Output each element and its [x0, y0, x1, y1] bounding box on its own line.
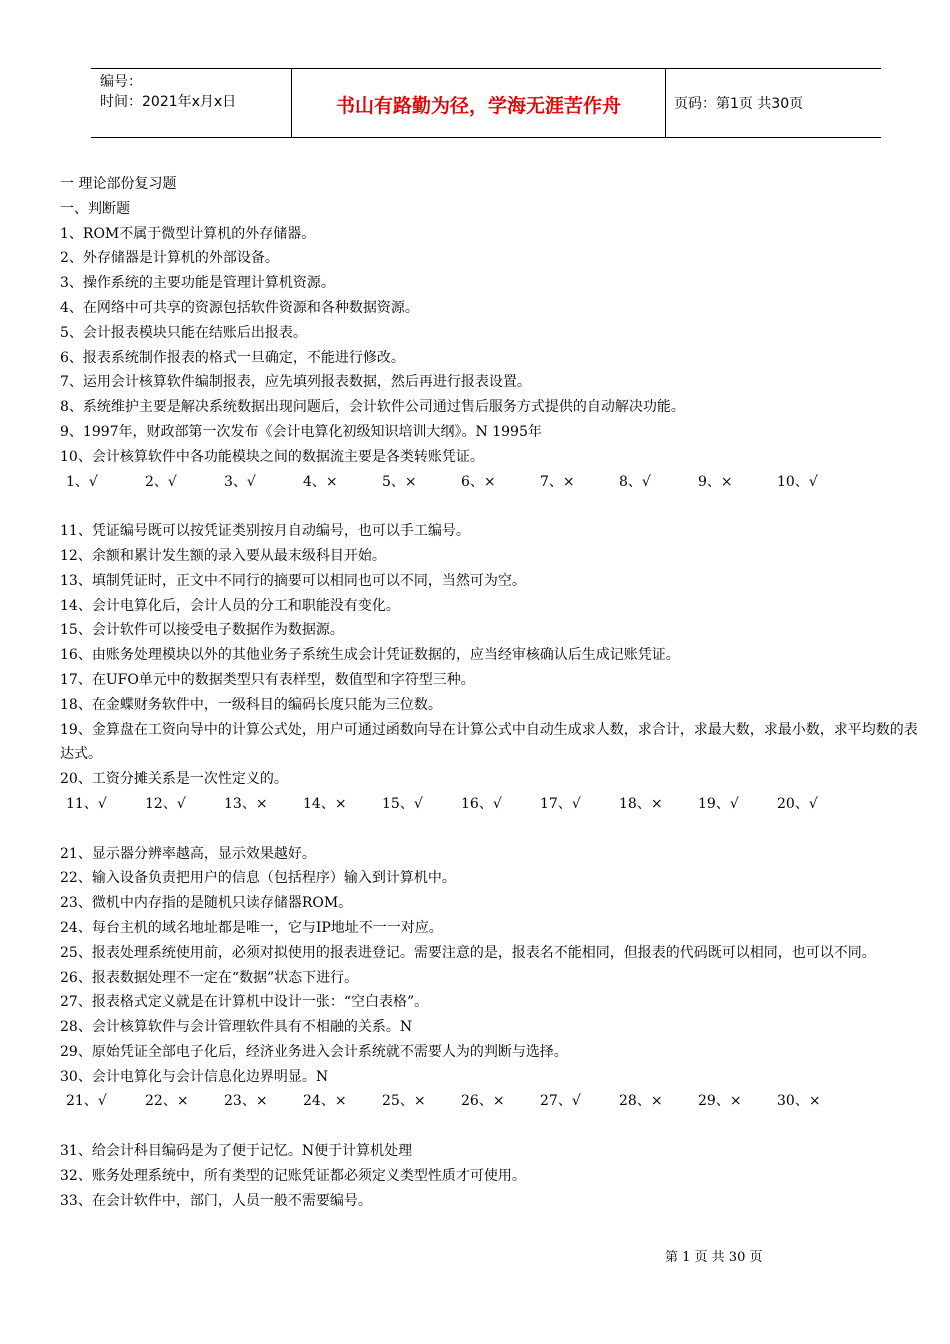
question: 27、报表格式定义就是在计算机中设计一张：“空白表格”。	[60, 994, 429, 1011]
spacer	[60, 494, 920, 519]
question: 6、报表系统制作报表的格式一旦确定，不能进行修改。	[60, 349, 405, 366]
question: 25、报表处理系统使用前，必须对拟使用的报表进登记。需要注意的是，报表名不能相同，但报表的代码既可以相同，也可以不同。	[60, 944, 876, 961]
answer: 5、×	[382, 473, 417, 490]
question: 23、微机中内存指的是随机只读存储器ROM。	[60, 895, 353, 912]
answer: 2、√	[145, 473, 177, 490]
answer: 4、×	[303, 473, 338, 490]
answer-row	[60, 792, 920, 817]
question: 7、运用会计核算软件编制报表，应先填列报表数据，然后再进行报表设置。	[60, 374, 531, 391]
answer: 1、√	[66, 473, 98, 490]
question: 9、1997年，财政部第一次发布《会计电算化初级知识培训大纲》。N 1995年	[60, 423, 542, 440]
question: 24、每台主机的域名地址都是唯一，它与IP地址不一一对应。	[60, 919, 443, 936]
question-group-4	[60, 1139, 920, 1213]
answer: 29、×	[698, 1093, 742, 1110]
spacer	[60, 817, 920, 842]
question: 26、报表数据处理不一定在“数据”状态下进行。	[60, 969, 359, 986]
header-motto-cell	[291, 69, 666, 137]
question-group-1	[60, 222, 920, 495]
answer: 21、√	[66, 1093, 107, 1110]
question-group-3	[60, 842, 920, 1115]
question: 16、由账务处理模块以外的其他业务子系统生成会计凭证数据的，应当经审核确认后生成记账凭证。	[60, 647, 680, 664]
question: 1、ROM不属于微型计算机的外存储器。	[60, 225, 316, 242]
number-label: 编号：	[100, 74, 142, 90]
answer: 13、×	[224, 795, 268, 812]
answer: 6、×	[461, 473, 496, 490]
answer: 23、×	[224, 1093, 268, 1110]
answer: 10、√	[777, 473, 818, 490]
answer: 9、×	[698, 473, 733, 490]
question: 3、操作系统的主要功能是管理计算机资源。	[60, 275, 335, 292]
subsection-title: 一、判断题	[60, 200, 130, 217]
question: 17、在UFO单元中的数据类型只有表样型，数值型和字符型三种。	[60, 671, 475, 688]
answer: 20、√	[777, 795, 818, 812]
answer: 22、×	[145, 1093, 189, 1110]
question: 12、余额和累计发生额的录入要从最末级科目开始。	[60, 547, 386, 564]
motto-text: 书山有路勤为径，学海无涯苦作舟	[335, 95, 621, 117]
question: 18、在金蝶财务软件中，一级科目的编码长度只能为三位数。	[60, 696, 442, 713]
answer: 3、√	[224, 473, 256, 490]
answer: 18、×	[619, 795, 663, 812]
header-left-cell	[91, 69, 291, 137]
document-body	[60, 172, 920, 1213]
question: 8、系统维护主要是解决系统数据出现问题后，会计软件公司通过售后服务方式提供的自动解决功能。	[60, 399, 685, 416]
question: 14、会计电算化后，会计人员的分工和职能没有变化。	[60, 597, 400, 614]
question: 22、输入设备负责把用户的信息（包括程序）输入到计算机中。	[60, 870, 456, 887]
question: 29、原始凭证全部电子化后，经济业务进入会计系统就不需要人为的判断与选择。	[60, 1043, 568, 1060]
page-footer: 第 1 页 共 30 页	[665, 1250, 763, 1265]
question: 10、会计核算软件中各功能模块之间的数据流主要是各类转账凭证。	[60, 448, 484, 465]
answer: 27、√	[540, 1093, 581, 1110]
answer: 16、√	[461, 795, 502, 812]
question: 19、金算盘在工资向导中的计算公式处，用户可通过函数向导在计算公式中自动生成求人数，求合计，求最大数，求最小数，求平均数的表达式。	[60, 721, 918, 763]
question: 33、在会计软件中，部门，人员一般不需要编号。	[60, 1192, 372, 1209]
question: 13、填制凭证时，正文中不同行的摘要可以相同也可以不同，当然可为空。	[60, 572, 526, 589]
answer: 30、×	[777, 1093, 821, 1110]
question-group-2	[60, 519, 920, 817]
question: 2、外存储器是计算机的外部设备。	[60, 250, 279, 267]
answer: 28、×	[619, 1093, 663, 1110]
answer-row	[60, 470, 920, 495]
answer: 14、×	[303, 795, 347, 812]
answer: 12、√	[145, 795, 186, 812]
spacer	[60, 1114, 920, 1139]
answer: 17、√	[540, 795, 581, 812]
answer-row	[60, 1089, 920, 1114]
question: 4、在网络中可共享的资源包括软件资源和各种数据资源。	[60, 299, 419, 316]
answer: 25、×	[382, 1093, 426, 1110]
page-info: 页码：第1页 共30页	[674, 96, 804, 112]
answer: 15、√	[382, 795, 423, 812]
question: 28、会计核算软件与会计管理软件具有不相融的关系。N	[60, 1019, 413, 1036]
document-header	[91, 68, 881, 138]
question: 20、工资分摊关系是一次性定义的。	[60, 771, 288, 788]
question: 11、凭证编号既可以按凭证类别按月自动编号，也可以手工编号。	[60, 523, 470, 540]
section-title: 一 理论部份复习题	[60, 176, 177, 192]
answer: 19、√	[698, 795, 739, 812]
answer: 8、√	[619, 473, 651, 490]
question: 5、会计报表模块只能在结账后出报表。	[60, 324, 307, 341]
question: 30、会计电算化与会计信息化边界明显。N	[60, 1068, 329, 1085]
answer: 26、×	[461, 1093, 505, 1110]
answer: 7、×	[540, 473, 575, 490]
question: 31、给会计科目编码是为了便于记忆。N便于计算机处理	[60, 1143, 413, 1160]
question: 15、会计软件可以接受电子数据作为数据源。	[60, 622, 344, 639]
answer: 24、×	[303, 1093, 347, 1110]
answer: 11、√	[66, 795, 107, 812]
question: 32、账务处理系统中，所有类型的记账凭证都必须定义类型性质才可使用。	[60, 1167, 526, 1184]
question: 21、显示器分辨率越高，显示效果越好。	[60, 845, 316, 862]
time-label: 时间：2021年x月x日	[100, 94, 237, 110]
